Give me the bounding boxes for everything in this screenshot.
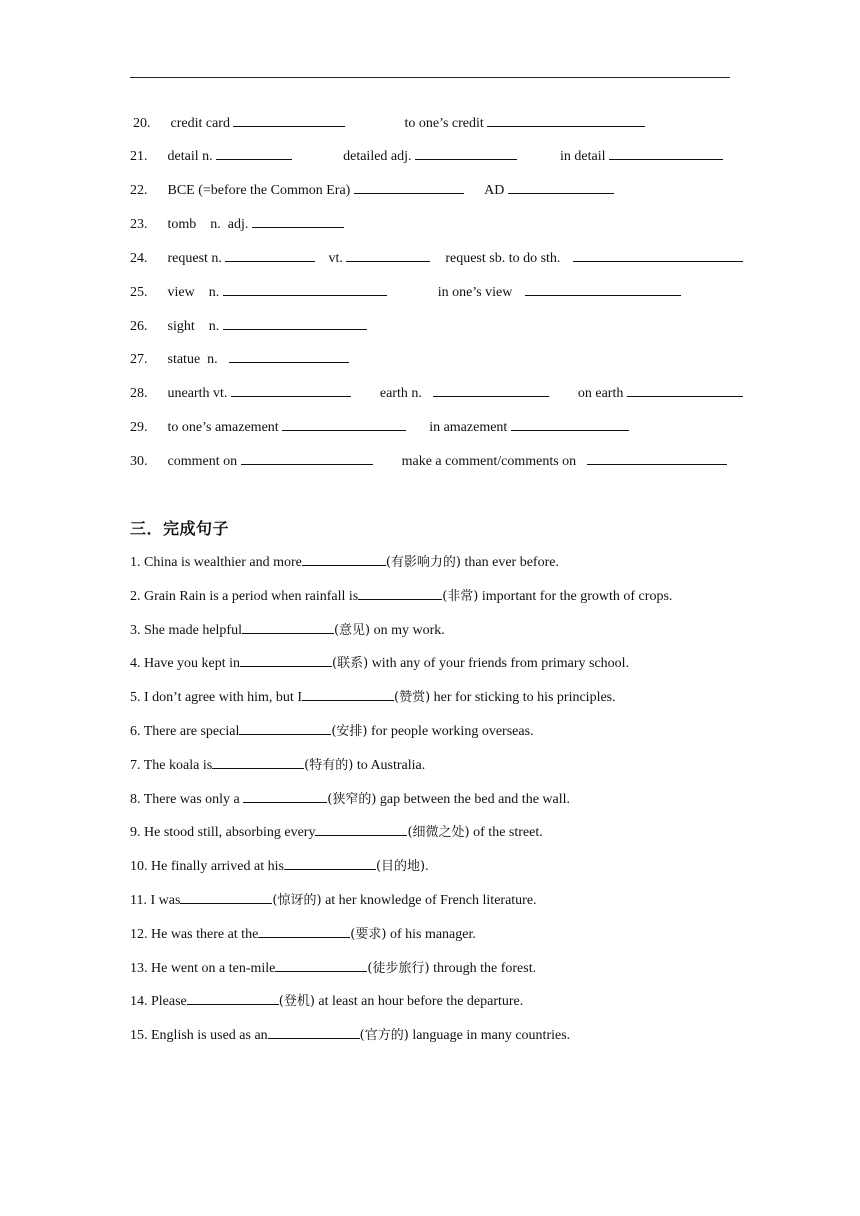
sentence-suffix: to Australia.: [353, 758, 426, 773]
sentence-suffix: with any of your friends from primary school.: [368, 656, 630, 671]
sentence-row: [130, 652, 629, 672]
term: request sb. to do sth.: [445, 251, 561, 266]
answer-blank[interactable]: [231, 382, 351, 397]
answer-blank[interactable]: [212, 754, 304, 769]
item-number: 29.: [130, 420, 148, 435]
item-number: 24.: [130, 251, 148, 266]
sentence-row: [130, 686, 616, 706]
vocab-row-28: [130, 382, 743, 402]
chinese-hint: (有影响力的): [385, 555, 461, 570]
answer-blank[interactable]: [223, 281, 387, 296]
answer-blank[interactable]: [508, 179, 614, 194]
sentence-row: [130, 788, 570, 808]
answer-blank[interactable]: [282, 416, 406, 431]
answer-blank[interactable]: [587, 450, 727, 465]
vocab-row-27: [130, 348, 349, 368]
answer-blank[interactable]: [433, 382, 549, 397]
term: to one’s credit: [404, 116, 484, 131]
chinese-hint: (细微之处): [407, 825, 470, 840]
item-number: 20.: [133, 116, 151, 131]
term: comment on: [167, 454, 238, 469]
sentence-suffix: important for the growth of crops.: [478, 589, 673, 604]
term: earth n.: [379, 386, 422, 401]
chinese-hint: (徒步旅行): [367, 961, 430, 976]
answer-blank[interactable]: [240, 652, 332, 667]
chinese-hint: (要求): [350, 927, 387, 942]
chinese-hint: (目的地): [375, 859, 426, 874]
term: to one’s amazement: [167, 420, 279, 435]
vocab-row-22: [130, 179, 614, 199]
answer-blank[interactable]: [180, 889, 272, 904]
term: vt.: [328, 251, 343, 266]
answer-blank[interactable]: [252, 213, 344, 228]
item-number: 27.: [130, 352, 148, 367]
sentence-suffix: her for sticking to his principles.: [430, 690, 616, 705]
answer-blank[interactable]: [242, 619, 334, 634]
sentence-row: [130, 1024, 570, 1044]
item-number: 22.: [130, 183, 148, 198]
answer-blank[interactable]: [354, 179, 464, 194]
vocab-row-25: [130, 281, 681, 301]
vocab-row-30: [130, 450, 727, 470]
answer-blank[interactable]: [216, 145, 292, 160]
term: view n.: [167, 285, 220, 300]
answer-blank[interactable]: [358, 585, 442, 600]
sentence-row: [130, 889, 537, 909]
answer-blank[interactable]: [511, 416, 629, 431]
chinese-hint: (官方的): [359, 1028, 409, 1043]
sentence-row: [130, 754, 425, 774]
item-number: 26.: [130, 319, 148, 334]
sentence-suffix: for people working overseas.: [367, 724, 534, 739]
sentence-suffix: of the street.: [469, 825, 543, 840]
item-number: 30.: [130, 454, 148, 469]
vocab-row-24: [130, 247, 743, 267]
answer-blank[interactable]: [627, 382, 743, 397]
chinese-hint: (联系): [332, 656, 369, 671]
sentence-suffix: at her knowledge of French literature.: [321, 893, 537, 908]
sentence-row: [130, 619, 445, 639]
vocab-row-20: [133, 112, 645, 132]
sentence-suffix: .: [425, 859, 429, 874]
sentence-prefix: 10. He finally arrived at his: [130, 859, 284, 874]
term: detailed adj.: [343, 149, 412, 164]
vocab-row-26: [130, 315, 367, 335]
sentence-prefix: 9. He stood still, absorbing every: [130, 825, 316, 840]
chinese-hint: (意见): [333, 623, 371, 638]
term: AD: [484, 183, 505, 198]
item-number: 28.: [130, 386, 148, 401]
sentence-row: [130, 990, 523, 1010]
answer-blank[interactable]: [275, 957, 367, 972]
answer-blank[interactable]: [223, 315, 367, 330]
answer-blank[interactable]: [415, 145, 517, 160]
sentence-prefix: 7. The koala is: [130, 758, 213, 773]
vocab-row-29: [130, 416, 629, 436]
sentence-suffix: on my work.: [370, 623, 445, 638]
answer-blank[interactable]: [241, 450, 373, 465]
answer-blank[interactable]: [187, 990, 279, 1005]
sentence-row: [130, 720, 534, 740]
term: BCE (=before the Common Era): [167, 183, 351, 198]
sentence-row: [130, 923, 476, 943]
sentence-prefix: 11. I was: [130, 893, 181, 908]
sentence-prefix: 5. I don’t agree with him, but I: [130, 690, 302, 705]
term: in detail: [560, 149, 606, 164]
sentence-row: [130, 821, 543, 841]
term: sight n.: [167, 319, 220, 334]
item-number: 23.: [130, 217, 148, 232]
term: tomb n. adj.: [167, 217, 249, 232]
term: unearth vt.: [167, 386, 228, 401]
chinese-hint: (安排): [331, 724, 368, 739]
sentence-suffix: gap between the bed and the wall.: [376, 792, 571, 807]
sentence-suffix: through the forest.: [429, 961, 537, 976]
sentence-row: [130, 855, 429, 875]
sentence-prefix: 8. There was only a: [130, 792, 244, 807]
sentence-prefix: 6. There are special: [130, 724, 240, 739]
chinese-hint: (狭窄的): [327, 792, 377, 807]
sentence-prefix: 2. Grain Rain is a period when rainfall is: [130, 589, 359, 604]
term: in amazement: [429, 420, 508, 435]
answer-blank[interactable]: [525, 281, 681, 296]
sentence-prefix: 15. English is used as an: [130, 1028, 268, 1043]
answer-blank[interactable]: [609, 145, 723, 160]
answer-blank[interactable]: [487, 112, 645, 127]
sentence-suffix: of his manager.: [386, 927, 476, 942]
term: on earth: [577, 386, 624, 401]
sentence-prefix: 14. Please: [130, 994, 187, 1009]
sentence-row: [130, 551, 559, 571]
answer-blank[interactable]: [284, 855, 376, 870]
chinese-hint: (登机): [278, 994, 315, 1009]
answer-blank[interactable]: [258, 923, 350, 938]
sentence-prefix: 13. He went on a ten-mile: [130, 961, 276, 976]
answer-blank[interactable]: [573, 247, 743, 262]
answer-blank[interactable]: [243, 788, 327, 803]
answer-blank[interactable]: [233, 112, 345, 127]
chinese-hint: (非常): [442, 589, 479, 604]
answer-blank[interactable]: [225, 247, 315, 262]
item-number: 25.: [130, 285, 148, 300]
sentence-suffix: at least an hour before the departure.: [314, 994, 524, 1009]
answer-blank[interactable]: [302, 686, 394, 701]
chinese-hint: (惊讶的): [272, 893, 322, 908]
term: in one’s view: [437, 285, 513, 300]
chinese-hint: (特有的): [304, 758, 354, 773]
vocab-row-21: [130, 145, 723, 165]
term: make a comment/comments on: [401, 454, 577, 469]
sentence-row: [130, 585, 672, 605]
answer-blank[interactable]: [229, 348, 349, 363]
term: statue n.: [167, 352, 218, 367]
item-number: 21.: [130, 149, 148, 164]
header-rule: [130, 77, 730, 78]
chinese-hint: (赞赏): [394, 690, 431, 705]
sentence-prefix: 12. He was there at the: [130, 927, 259, 942]
vocab-row-23: [130, 213, 344, 233]
answer-blank[interactable]: [346, 247, 430, 262]
term: request n.: [167, 251, 222, 266]
section-heading: 三．完成句子: [130, 519, 230, 538]
sentence-prefix: 4. Have you kept in: [130, 656, 241, 671]
sentence-row: [130, 957, 536, 977]
answer-blank[interactable]: [315, 821, 407, 836]
term: detail n.: [167, 149, 213, 164]
answer-blank[interactable]: [239, 720, 331, 735]
sentence-suffix: language in many countries.: [408, 1028, 571, 1043]
sentence-prefix: 1. China is wealthier and more: [130, 555, 302, 570]
sentence-suffix: than ever before.: [461, 555, 559, 570]
answer-blank[interactable]: [302, 551, 386, 566]
sentence-prefix: 3. She made helpful: [130, 623, 242, 638]
term: credit card: [170, 116, 230, 131]
answer-blank[interactable]: [268, 1024, 360, 1039]
